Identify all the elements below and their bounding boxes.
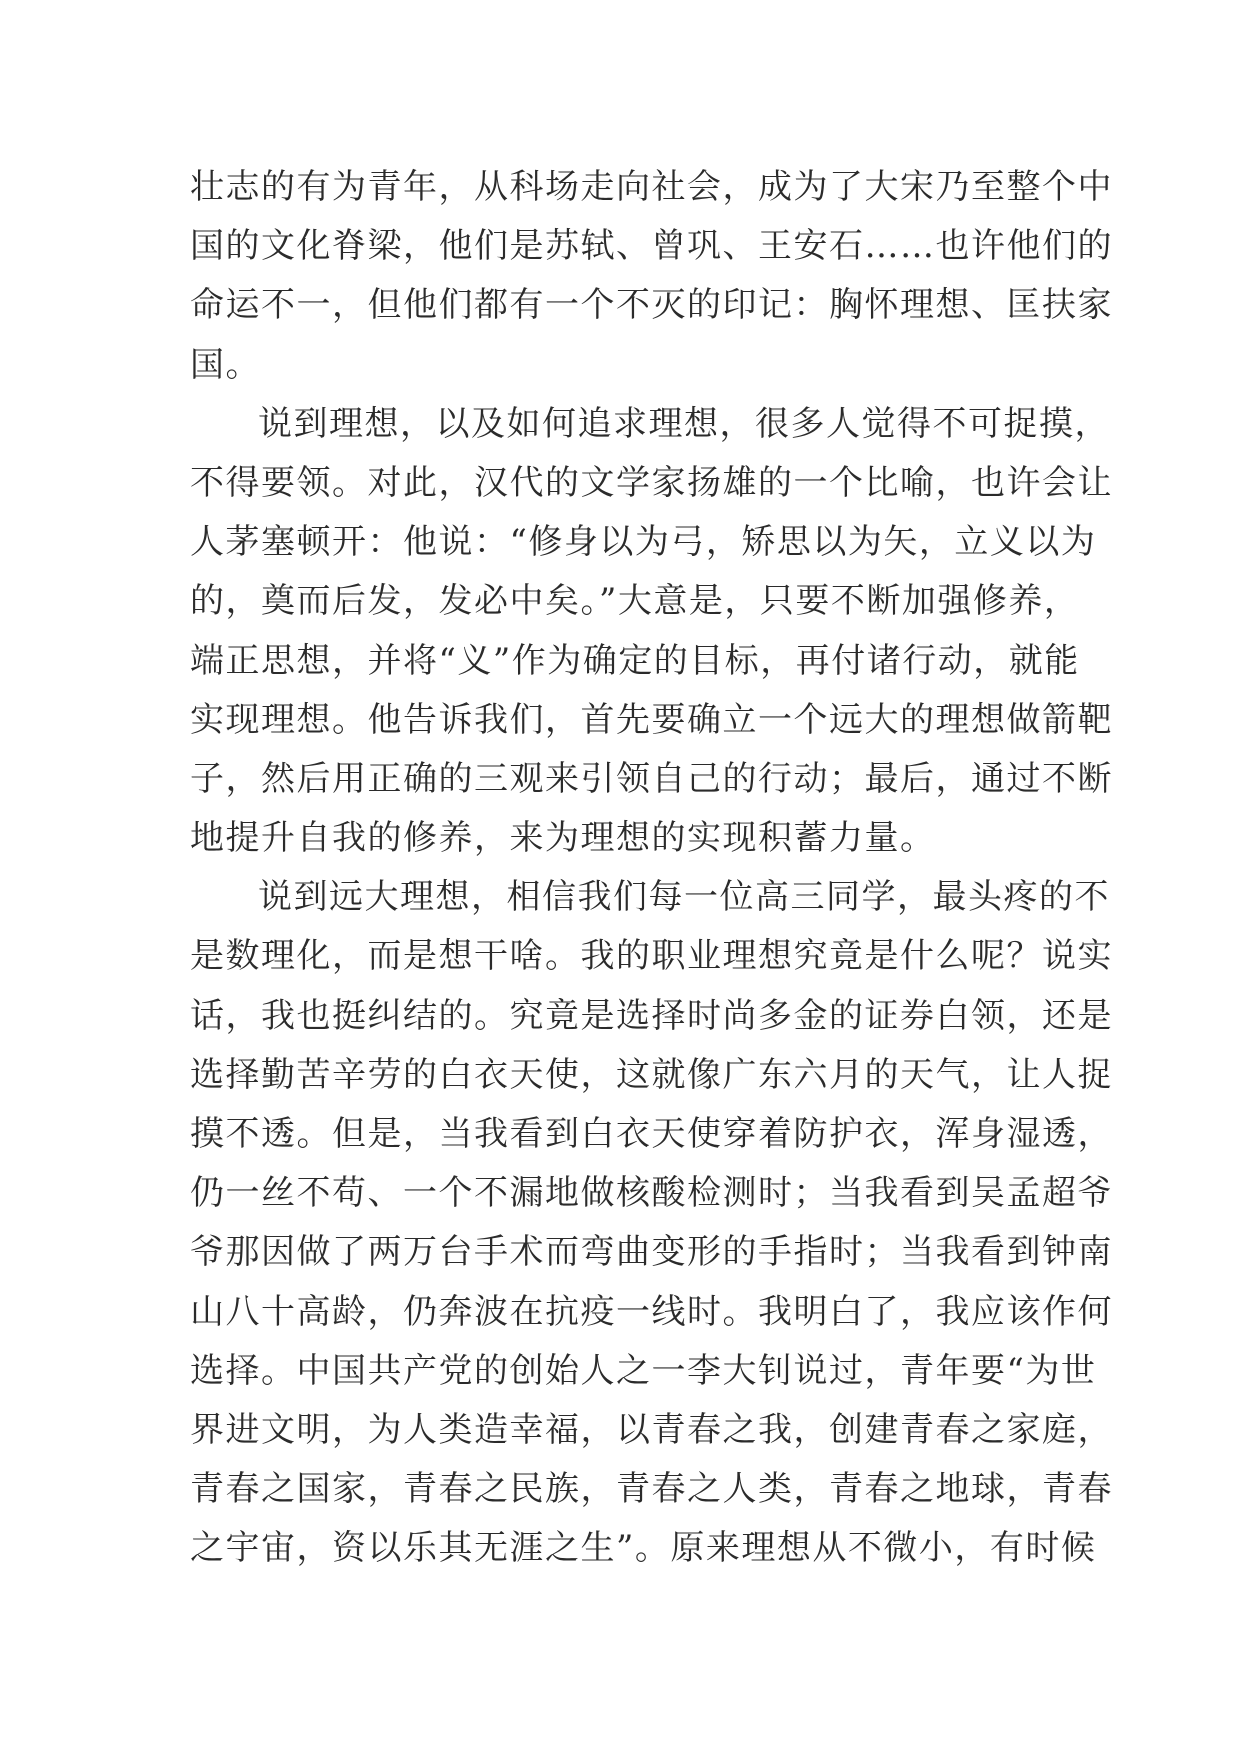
paragraph-1 (190, 158, 1113, 395)
text-line: 壮志的有为青年，从科场走向社会，成为了大宋乃至整个中 (190, 167, 1113, 207)
text-line: 子，然后用正确的三观来引领自己的行动；最后，通过不断 (190, 758, 1113, 799)
text-line: 选择。中国共产党的创始人之一李大钊说过，青年要“为世 (190, 1350, 1097, 1391)
text-line: 的，奠而后发，发必中矣。”大意是，只要不断加强修养， (190, 581, 1080, 622)
text-line: 话，我也挺纠结的。究竟是选择时尚多金的证券白领，还是 (190, 995, 1113, 1036)
text-line: 地提升自我的修养，来为理想的实现积蓄力量。 (190, 818, 936, 859)
document-body (190, 158, 1113, 1579)
text-line: 之宇宙，资以乐其无涯之生”。原来理想从不微小，有时候 (190, 1528, 1097, 1569)
text-line: 命运不一，但他们都有一个不灭的印记：胸怀理想、匡扶家 (190, 285, 1113, 326)
text-line: 端正思想，并将“义”作为确定的目标，再付诸行动，就能 (190, 640, 1080, 681)
text-line: 国的文化脊梁，他们是苏轼、曾巩、王安石……也许他们的 (190, 226, 1113, 267)
text-line: 仍一丝不苟、一个不漏地做核酸检测时；当我看到吴孟超爷 (190, 1173, 1113, 1214)
paragraph-2 (190, 395, 1113, 869)
text-line: 选择勤苦辛劳的白衣天使，这就像广东六月的天气，让人捉 (190, 1054, 1113, 1095)
text-line: 说到理想，以及如何追求理想，很多人觉得不可捉摸， (258, 403, 1110, 444)
text-line: 山八十高龄，仍奔波在抗疫一线时。我明白了，我应该作何 (190, 1291, 1113, 1332)
text-line: 摸不透。但是，当我看到白衣天使穿着防护衣，浑身湿透， (190, 1114, 1113, 1154)
text-line: 是数理化，而是想干啥。我的职业理想究竟是什么呢？说实 (190, 936, 1113, 977)
text-line: 人茅塞顿开：他说：“修身以为弓，矫思以为矢，立义以为 (190, 522, 1097, 563)
paragraph-3 (190, 868, 1113, 1578)
text-line: 国。 (190, 344, 261, 385)
text-line: 界进文明，为人类造幸福，以青春之我，创建青春之家庭， (190, 1409, 1113, 1450)
text-line: 不得要领。对此，汉代的文学家扬雄的一个比喻，也许会让 (190, 462, 1113, 503)
text-line: 实现理想。他告诉我们，首先要确立一个远大的理想做箭靶 (190, 699, 1113, 740)
text-line: 青春之国家，青春之民族，青春之人类，青春之地球，青春 (190, 1469, 1113, 1510)
text-line: 爷那因做了两万台手术而弯曲变形的手指时；当我看到钟南 (190, 1232, 1113, 1273)
text-line: 说到远大理想，相信我们每一位高三同学，最头疼的不 (258, 877, 1110, 918)
